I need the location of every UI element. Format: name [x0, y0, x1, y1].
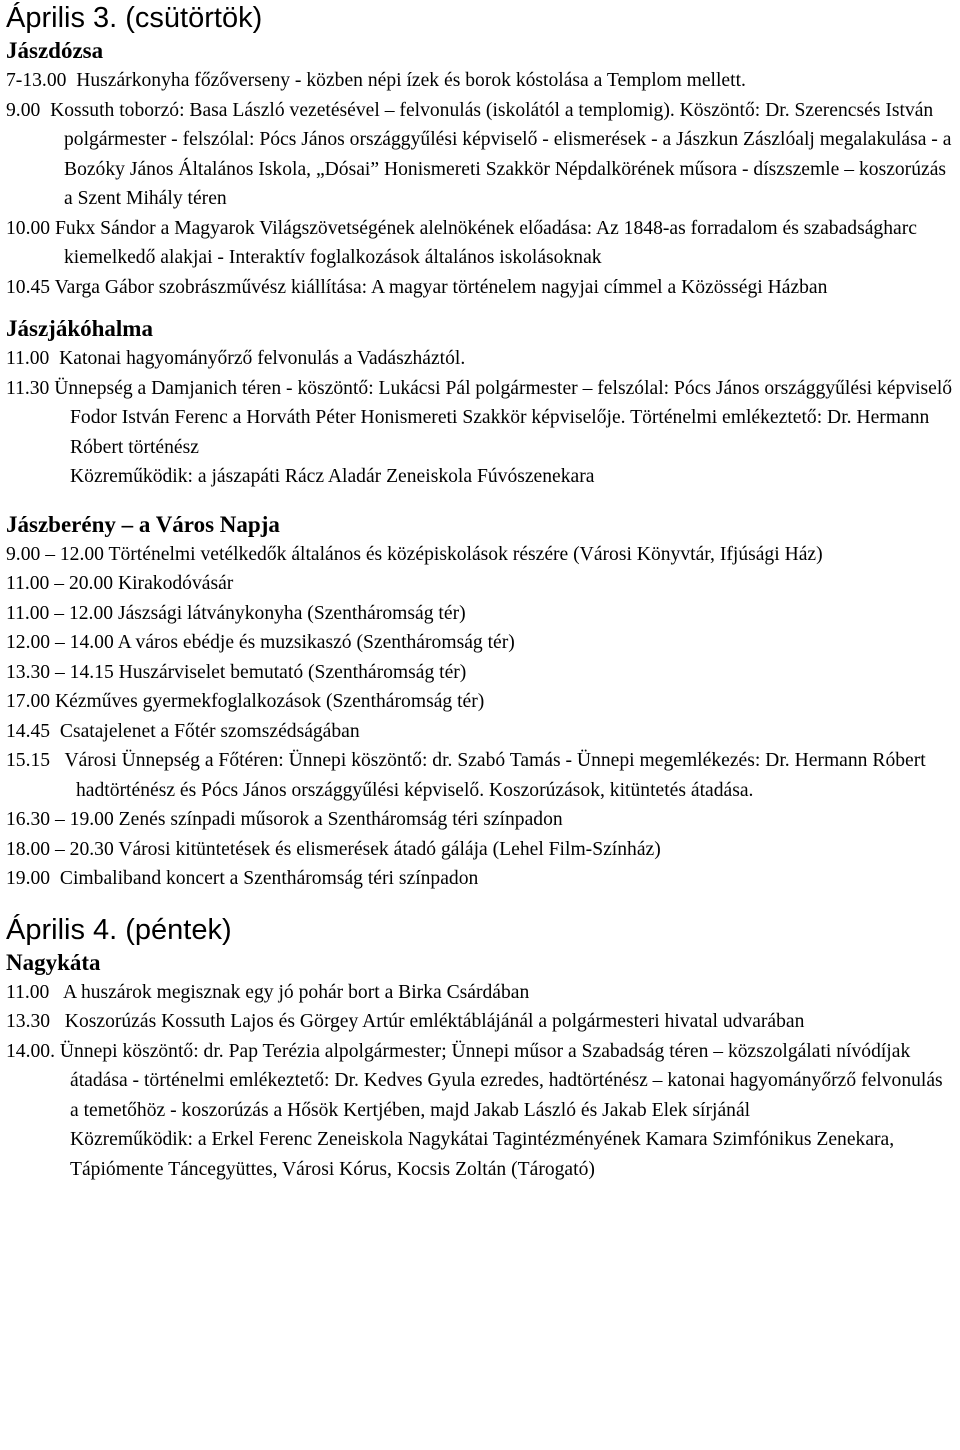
event-text: Városi Ünnepség a Főtéren: Ünnepi köszöntő: dr. Szabó Tamás - Ünnepi megemlékezés: Dr. Hermann Róbert hadtörténész és Pócs János országgyűlési képviselő. Koszorúzások, kitüntetés átadása.	[64, 750, 926, 801]
event-text: Varga Gábor szobrászművész kiállítása: A magyar történelem nagyjai címmel a Közösségi Házban	[54, 276, 828, 298]
event-item	[6, 214, 956, 273]
event-time: 10.00	[6, 217, 51, 239]
event-item	[6, 599, 956, 629]
event-time: 13.30 – 14.15	[6, 661, 114, 683]
location-heading: Jászdózsa	[6, 38, 104, 63]
event-item	[6, 344, 956, 374]
event-time: 11.00 – 20.00	[6, 573, 114, 594]
event-item	[6, 687, 956, 717]
event-text: Jászsági látványkonyha (Szentháromság tér)	[117, 602, 466, 624]
day-heading: Április 4. (péntek)	[6, 913, 232, 946]
event-time: 11.00	[6, 348, 50, 369]
event-item	[6, 1125, 956, 1184]
event-item	[6, 273, 956, 303]
event-item	[6, 569, 956, 599]
event-item	[6, 746, 956, 805]
location-heading: Jászjákóhalma	[6, 316, 153, 341]
event-time: 11.30	[6, 377, 50, 399]
day-heading: Április 3. (csütörtök)	[6, 2, 263, 34]
event-item	[6, 66, 956, 96]
event-item	[6, 628, 956, 658]
program-document	[6, 0, 956, 1184]
event-item	[6, 1037, 956, 1126]
event-text: Közreműködik: a jászapáti Rácz Aladár Zeneiskola Fúvószenekara	[70, 466, 595, 487]
event-text: Csatajelenet a Főtér szomszédságában	[59, 720, 360, 742]
event-item	[6, 374, 956, 463]
event-text: Ünnepi köszöntő: dr. Pap Terézia alpolgármester; Ünnepi műsor a Szabadság téren – közszolgálati nívódíjak átadása - történelmi emlékeztető: Dr. Kedves Gyula ezredes, hadtörténész – katonai hagyományőrző felvonulás a temetőhöz - koszorúzás a Hősök Kertjében, majd Jakab László és Jakab Elek sírjánál	[59, 1040, 943, 1121]
event-item	[6, 717, 956, 747]
event-time: 12.00 – 14.00	[6, 632, 114, 653]
event-time: 19.00	[6, 868, 51, 889]
event-text: Koszorúzás Kossuth Lajos és Görgey Artúr emléktáblájánál a polgármesteri hivatal udvarában	[64, 1011, 805, 1032]
event-text: Közreműködik: a Erkel Ferenc Zeneiskola Nagykátai Tagintézményének Kamara Szimfónikus Zenekara, Tápiómente Táncegyüttes, Városi Kórus, Kocsis Zoltán (Tárogató)	[70, 1129, 895, 1180]
location-heading: Nagykáta	[6, 949, 101, 975]
event-time: 11.00 – 12.00	[6, 602, 114, 624]
event-time: 14.00.	[6, 1040, 55, 1062]
event-item	[6, 658, 956, 688]
event-text: A város ebédje és muzsikaszó (Szentháromság tér)	[117, 632, 515, 653]
event-text: Kossuth toborzó: Basa László vezetésével – felvonulás (iskolától a templomig). Köszöntő: Dr. Szerencsés István polgármester - felszólal: Pócs János országgyűlési képviselő - elismerések - a Jászkun Zászlóalj megalakulása - a Bozóky János Általános Iskola, „Dósai” Honismereti Szakkör Népdalkörének műsora - díszszemle – koszorúzás a Szent Mihály téren	[50, 99, 952, 209]
event-item	[6, 96, 956, 214]
event-time: 10.45	[6, 276, 51, 298]
event-text: Fukx Sándor a Magyarok Világszövetségének alelnökének előadása: Az 1848-as forradalom és szabadságharc kiemelkedő alakjai - Interaktív foglalkozások általános iskolásoknak	[55, 217, 917, 268]
event-text: Huszárkonyha főzőverseny - közben népi ízek és borok kóstolása a Templom mellett.	[76, 70, 746, 91]
event-time: 18.00 – 20.30	[6, 838, 114, 860]
event-time: 9.00	[6, 99, 41, 121]
event-item	[6, 540, 956, 570]
event-time: 11.00	[6, 981, 50, 1003]
event-item	[6, 864, 956, 894]
event-text: A huszárok megisznak egy jó pohár bort a Birka Csárdában	[62, 981, 530, 1003]
event-text: Zenés színpadi műsorok a Szentháromság téri színpadon	[118, 809, 563, 830]
event-item	[6, 805, 956, 835]
event-text: Kirakodóvásár	[117, 573, 234, 594]
event-text: Városi kitüntetések és elismerések átadó gálája (Lehel Film-Színház)	[118, 838, 661, 860]
event-item	[6, 835, 956, 865]
location-heading: Jászberény – a Város Napja	[6, 511, 280, 537]
event-item	[6, 1007, 956, 1037]
event-time: 9.00 – 12.00	[6, 543, 104, 565]
event-time: 14.45	[6, 720, 51, 742]
event-text: Katonai hagyományőrző felvonulás a Vadászháztól.	[59, 348, 466, 369]
event-time: 15.15	[6, 750, 51, 771]
event-time: 7-13.00	[6, 70, 67, 91]
event-text: Kézműves gyermekfoglalkozások (Szentháromság tér)	[55, 691, 485, 712]
event-text: Történelmi vetélkedők általános és középiskolások részére (Városi Könyvtár, Ifjúsági Ház)	[108, 543, 823, 565]
event-text: Huszárviselet bemutató (Szentháromság tér)	[118, 661, 467, 683]
event-time: 16.30 – 19.00	[6, 809, 114, 830]
event-item	[6, 978, 956, 1008]
event-time: 13.30	[6, 1011, 51, 1032]
event-time: 17.00	[6, 691, 51, 712]
event-item	[6, 462, 956, 492]
event-text: Cimbaliband koncert a Szentháromság téri színpadon	[59, 868, 479, 889]
event-text: Ünnepség a Damjanich téren - köszöntő: Lukácsi Pál polgármester – felszólal: Pócs János országgyűlési képviselő Fodor István Ferenc a Horváth Péter Honismereti Szakkör képviselője. Történelmi emlékeztető: Dr. Hermann Róbert történész	[54, 377, 953, 458]
